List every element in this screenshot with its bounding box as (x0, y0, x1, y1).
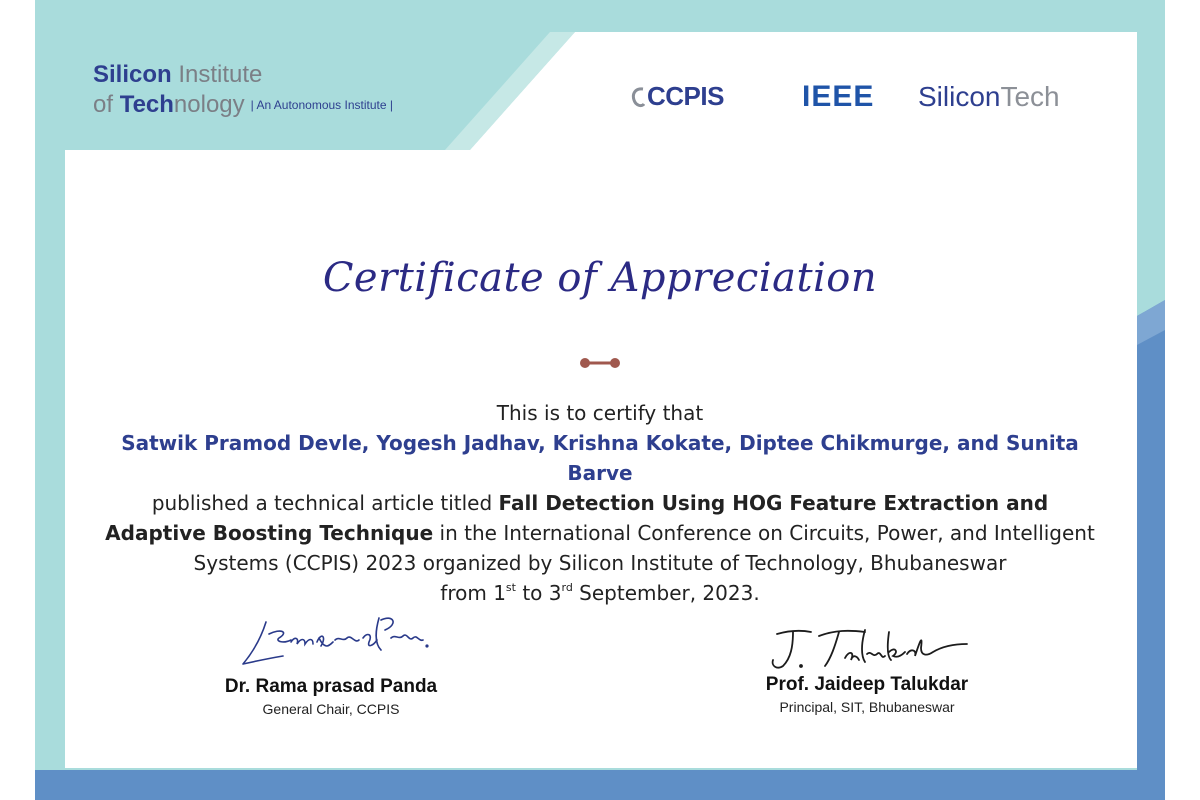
conference-dates (100, 578, 1100, 608)
certificate-body (100, 398, 1100, 608)
logo-line2-light-b: nology (173, 91, 245, 118)
logo-line2-dark: Tech (119, 91, 174, 118)
silicontech-logo-light: Tech (1000, 81, 1060, 112)
published-prefix: published a technical article titled (151, 491, 499, 515)
date-sup-first: st (505, 581, 516, 594)
ccpis-logo (631, 81, 724, 112)
logo-line2-light-a: of (93, 91, 120, 118)
signatory-role: General Chair, CCPIS (262, 701, 400, 717)
logo-subtitle: | An Autonomous Institute | (250, 98, 393, 112)
paper-title: Fall Detection Using HOG Feature Extraction and Adaptive Boosting Technique (105, 491, 1049, 545)
ccpis-logo-text: CCPIS (647, 81, 724, 111)
silicontech-logo-dark: Silicon (918, 81, 1001, 112)
silicontech-logo (918, 81, 1060, 113)
signature-panda (231, 608, 431, 674)
signatory-name: Dr. Rama prasad Panda (224, 676, 438, 697)
conference-text: in the International Conference on Circuits, Power, and Intelligent Systems (CCPIS) 2023 organized by Silicon Institute of Technology, Bhubaneswar (193, 521, 1095, 575)
signature-talukdar (757, 622, 977, 672)
ccpis-swirl-icon (631, 86, 645, 108)
date-rest: September, 2023. (572, 581, 760, 605)
logo-line1-light: Institute (171, 61, 263, 88)
logo-line1-dark: Silicon (93, 61, 172, 88)
certificate-title: Certificate of Appreciation (322, 255, 878, 301)
author-names: Satwik Pramod Devle, Yogesh Jadhav, Krishna Kokate, Diptee Chikmurge, and Sunita Barve (121, 431, 1079, 485)
signatory-left (181, 608, 481, 717)
signatory-name: Prof. Jaideep Talukdar (765, 674, 969, 695)
signatory-role: Principal, SIT, Bhubaneswar (779, 699, 955, 715)
date-to: to 3 (515, 581, 562, 605)
publication-statement (100, 488, 1100, 578)
ornament-divider-icon (579, 356, 621, 370)
silicon-institute-logo (93, 60, 393, 120)
date-from: from 1 (440, 581, 506, 605)
certify-intro: This is to certify that (496, 401, 704, 425)
ieee-logo: IEEE (802, 80, 875, 113)
signatory-right (717, 622, 1017, 715)
date-sup-second: rd (561, 581, 573, 594)
